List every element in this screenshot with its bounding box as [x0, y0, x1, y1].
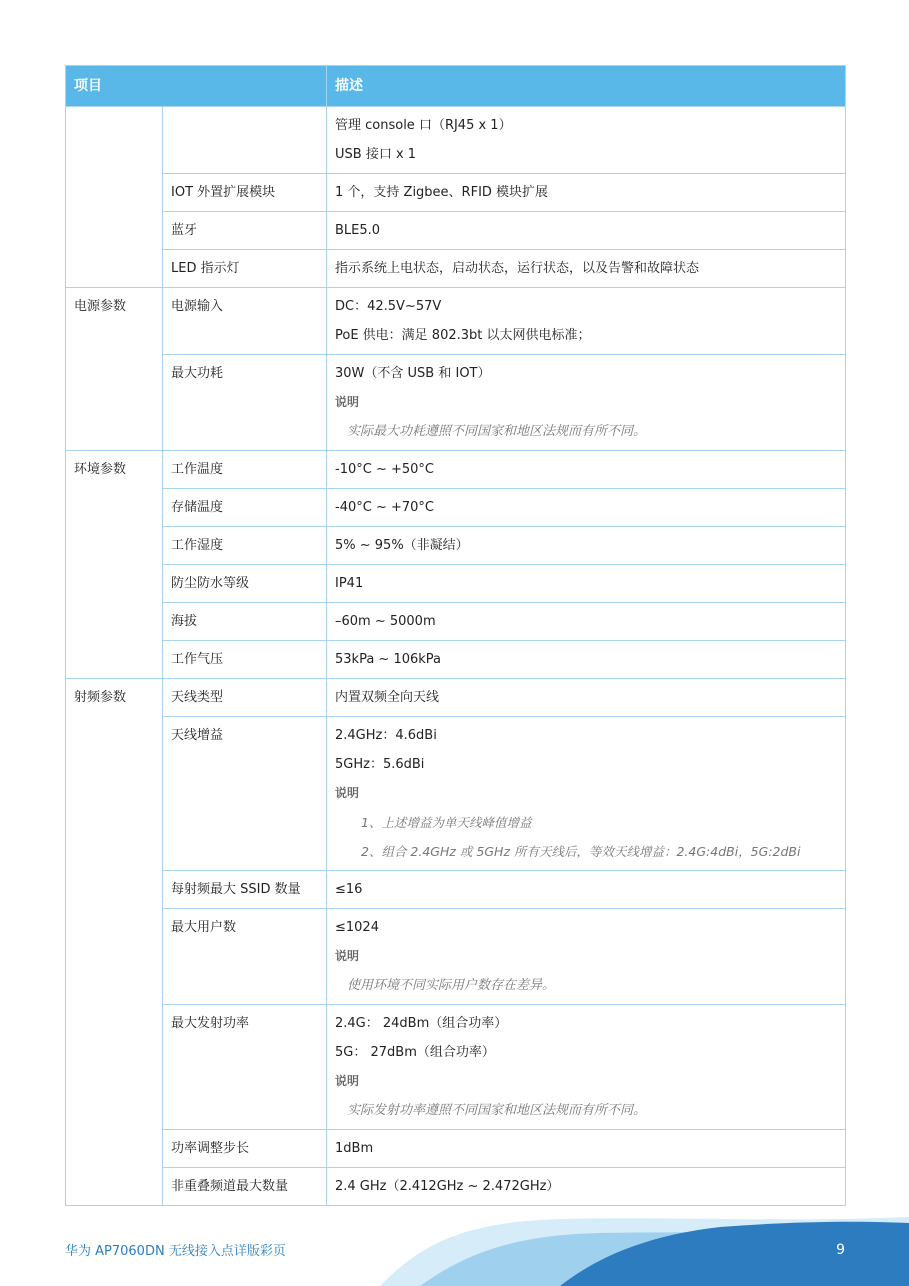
param-desc-cell	[327, 527, 846, 565]
page-number: 9	[836, 1242, 845, 1258]
param-desc-cell	[327, 107, 846, 174]
param-name-cell: 海拔	[163, 603, 327, 641]
desc-line: 2.4GHz：4.6dBi	[335, 728, 437, 743]
table-row	[66, 174, 846, 212]
param-name-cell	[163, 107, 327, 174]
table-row	[66, 1005, 846, 1130]
param-name-cell: 工作温度	[163, 451, 327, 489]
desc-line: BLE5.0	[335, 223, 381, 238]
desc-line: ≤1024	[335, 920, 379, 935]
note-text: 2、组合 2.4GHz 或 5GHz 所有天线后，等效天线增益：2.4G:4dBi，5G:2dBi	[361, 844, 801, 859]
table-row	[66, 107, 846, 174]
param-name-cell: IOT 外置扩展模块	[163, 174, 327, 212]
param-name-cell: 存储温度	[163, 489, 327, 527]
desc-line: 30W（不含 USB 和 IOT）	[335, 366, 491, 381]
note-title: 说明	[335, 395, 360, 409]
spec-body	[66, 107, 846, 1206]
table-row	[66, 565, 846, 603]
note-text: 使用环境不同实际用户数存在差异。	[347, 978, 556, 993]
param-desc-cell	[327, 717, 846, 871]
param-desc-cell	[327, 641, 846, 679]
param-name-cell: 每射频最大 SSID 数量	[163, 871, 327, 909]
param-desc-cell	[327, 603, 846, 641]
desc-line: DC：42.5V~57V	[335, 299, 442, 314]
param-name-cell: 最大用户数	[163, 909, 327, 1005]
note-text: 1、上述增益为单天线峰值增益	[361, 815, 532, 830]
group-cell	[66, 107, 163, 288]
note-title: 说明	[335, 1074, 360, 1088]
param-desc-cell	[327, 212, 846, 250]
desc-line: 1dBm	[335, 1141, 374, 1156]
param-name-cell: 最大功耗	[163, 355, 327, 451]
param-desc-cell	[327, 355, 846, 451]
table-row	[66, 679, 846, 717]
desc-line: -40°C ~ +70°C	[335, 500, 434, 515]
desc-line: 2.4G： 24dBm（组合功率）	[335, 1016, 508, 1031]
param-desc-cell	[327, 565, 846, 603]
table-row	[66, 909, 846, 1005]
desc-line: IP41	[335, 576, 364, 591]
param-name-cell: 防尘防水等级	[163, 565, 327, 603]
group-cell: 射频参数	[66, 679, 163, 1206]
desc-line: ≤16	[335, 882, 363, 897]
desc-line: 管理 console 口（RJ45 x 1）	[335, 118, 512, 133]
note-text: 实际最大功耗遵照不同国家和地区法规而有所不同。	[347, 424, 647, 439]
param-name-cell: 功率调整步长	[163, 1130, 327, 1168]
param-desc-cell	[327, 451, 846, 489]
desc-line: -10°C ~ +50°C	[335, 462, 434, 477]
table-row	[66, 871, 846, 909]
param-desc-cell	[327, 250, 846, 288]
param-desc-cell	[327, 1130, 846, 1168]
note-text: 实际发射功率遵照不同国家和地区法规而有所不同。	[347, 1103, 647, 1118]
table-row	[66, 717, 846, 871]
param-name-cell: 天线增益	[163, 717, 327, 871]
param-name-cell: 非重叠频道最大数量	[163, 1168, 327, 1206]
table-row	[66, 288, 846, 355]
table-row	[66, 250, 846, 288]
table-row	[66, 489, 846, 527]
group-cell: 电源参数	[66, 288, 163, 451]
table-row	[66, 355, 846, 451]
desc-line: PoE 供电：满足 802.3bt 以太网供电标准；	[335, 328, 591, 343]
table-header-row	[66, 66, 846, 107]
table-row	[66, 641, 846, 679]
param-name-cell: 蓝牙	[163, 212, 327, 250]
table-row	[66, 212, 846, 250]
desc-line: 内置双频全向天线	[335, 690, 440, 705]
note-title: 说明	[335, 786, 360, 800]
param-name-cell: 工作湿度	[163, 527, 327, 565]
header-item: 项目	[66, 66, 327, 107]
param-name-cell: LED 指示灯	[163, 250, 327, 288]
table-row	[66, 527, 846, 565]
group-cell: 环境参数	[66, 451, 163, 679]
note-title: 说明	[335, 949, 360, 963]
desc-line: 5GHz：5.6dBi	[335, 757, 425, 772]
desc-line: –60m ~ 5000m	[335, 614, 436, 629]
param-desc-cell	[327, 1005, 846, 1130]
footer-title: 华为 AP7060DN 无线接入点详版彩页	[65, 1244, 286, 1259]
param-desc-cell	[327, 288, 846, 355]
param-desc-cell	[327, 909, 846, 1005]
header-desc: 描述	[327, 66, 846, 107]
desc-line: 指示系统上电状态，启动状态，运行状态，以及告警和故障状态	[335, 261, 700, 276]
param-name-cell: 电源输入	[163, 288, 327, 355]
spec-table	[65, 65, 846, 1206]
table-row	[66, 1130, 846, 1168]
table-row	[66, 451, 846, 489]
desc-line: 53kPa ~ 106kPa	[335, 652, 442, 667]
param-name-cell: 天线类型	[163, 679, 327, 717]
param-name-cell: 最大发射功率	[163, 1005, 327, 1130]
table-row	[66, 603, 846, 641]
param-desc-cell	[327, 174, 846, 212]
desc-line: 5G： 27dBm（组合功率）	[335, 1045, 495, 1060]
param-name-cell: 工作气压	[163, 641, 327, 679]
desc-line: 1 个，支持 Zigbee、RFID 模块扩展	[335, 185, 549, 200]
desc-line: 5% ~ 95%（非凝结）	[335, 538, 469, 553]
param-desc-cell	[327, 489, 846, 527]
param-desc-cell	[327, 871, 846, 909]
desc-line: 2.4 GHz（2.412GHz ~ 2.472GHz）	[335, 1179, 560, 1194]
desc-line: USB 接口 x 1	[335, 147, 417, 162]
param-desc-cell	[327, 679, 846, 717]
